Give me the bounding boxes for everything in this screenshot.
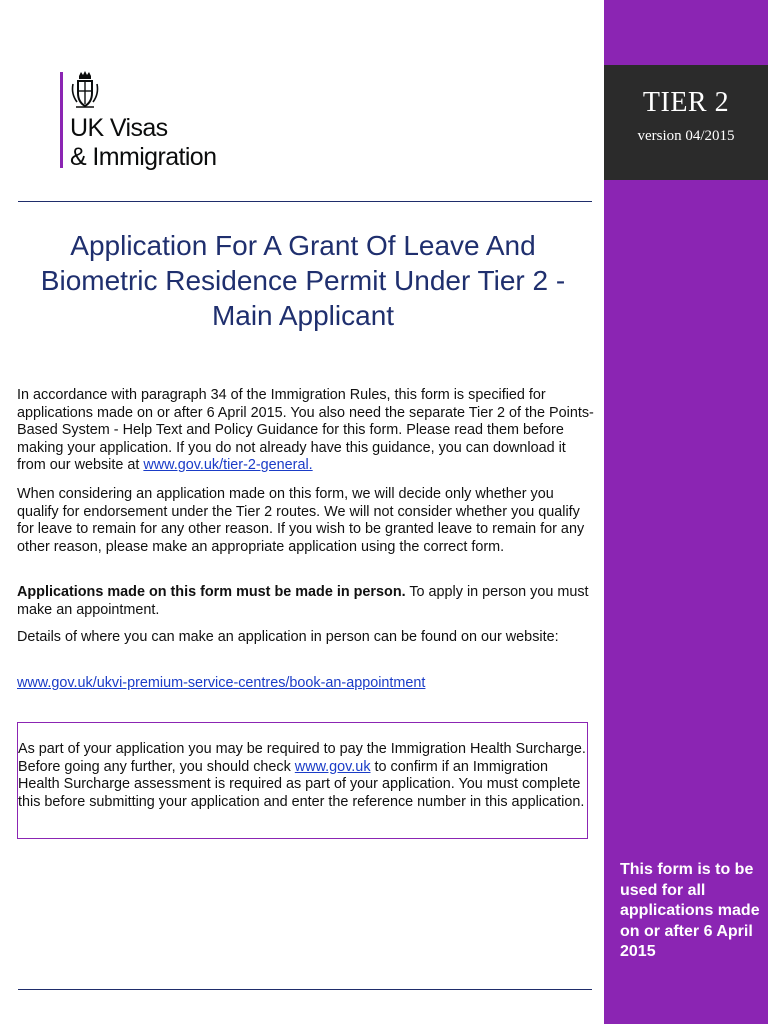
side-note: This form is to be used for all applications made on or after 6 April 2015 xyxy=(620,861,760,960)
notice-text-before: As part of your application you may be required to pay the Immigration Health Surcharge. Before going any further, you should check xyxy=(18,741,586,775)
tier-box xyxy=(604,65,768,180)
tier-title: TIER 2 xyxy=(642,87,730,118)
in-person-paragraph xyxy=(17,584,595,619)
in-person-bold-text: Applications made on this form must be made in person. xyxy=(17,584,406,600)
gov-uk-link[interactable]: www.gov.uk xyxy=(294,758,371,775)
royal-crest-icon xyxy=(70,70,100,110)
intro-text: In accordance with paragraph 34 of the Immigration Rules, this form is specified for applications made on or after 6 April 2015. You also need the separate Tier 2 of the Points-Based System - Help Text and Policy Guidance for this form. Please read them before making your application. If you do not already have this guidance, you can download it from our website at xyxy=(17,387,594,473)
notice-text-after: to confirm if an Immigration Health Surcharge assessment is required as part of your application. You must complete this before submitting your application and enter the reference number in this application. xyxy=(18,758,585,810)
logo-text-line1: UK Visas xyxy=(70,114,168,142)
notice-text xyxy=(18,741,586,811)
tier-version: version 04/2015 xyxy=(637,128,735,144)
tier-2-guidance-link[interactable]: www.gov.uk/tier-2-general. xyxy=(143,457,313,473)
top-divider xyxy=(18,201,592,202)
intro-paragraph xyxy=(17,387,595,475)
document-title: Application For A Grant Of Leave And Biometric Residence Permit Under Tier 2 - Main Applicant xyxy=(40,230,566,331)
consideration-paragraph: When considering an application made on this form, we will decide only whether you qualify for endorsement under the Tier 2 routes. We will not consider whether you qualify for leave to remain for any other reason. If you wish to be granted leave to remain for any other reason, please make an appropriate application using the correct form. xyxy=(17,486,585,555)
details-paragraph: Details of where you can make an application in person can be found on our website: xyxy=(17,629,559,645)
logo-accent-bar xyxy=(60,72,63,168)
bottom-divider xyxy=(18,989,592,990)
in-person-text: To apply in person you must make an appointment. xyxy=(17,584,589,618)
health-surcharge-notice xyxy=(17,722,588,839)
logo-text-line2: & Immigration xyxy=(70,143,217,171)
ukvi-logo xyxy=(56,70,236,175)
book-appointment-link[interactable]: www.gov.uk/ukvi-premium-service-centres/book-an-appointment xyxy=(17,675,426,691)
appointment-paragraph xyxy=(17,675,595,693)
